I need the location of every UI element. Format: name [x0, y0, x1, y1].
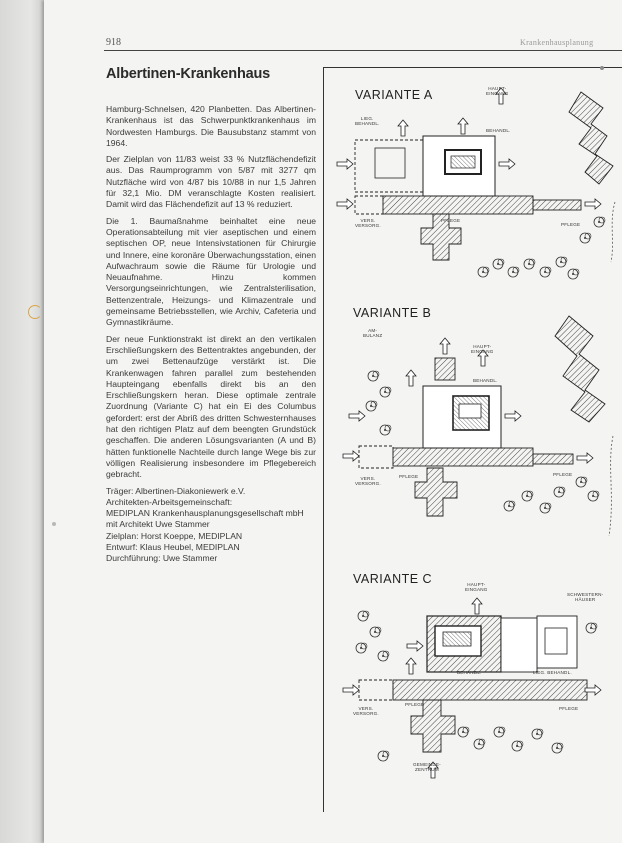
paper-spot: [52, 522, 56, 526]
credit-line: Entwurf: Klaus Heubel, MEDIPLAN: [106, 541, 240, 552]
running-head: Krankenhausplanung: [520, 38, 594, 47]
label-haupteingang: HAUPT- EINGANG: [471, 344, 494, 355]
label-haupteingang: HAUPT- EINGANG: [465, 582, 488, 593]
credit-line: Zielplan: Horst Koeppe, MEDIPLAN: [106, 530, 243, 541]
credit-line: Durchführung: Uwe Stammer: [106, 553, 218, 564]
label-pflege: PFLEGE: [405, 702, 425, 707]
binding-mark: [28, 305, 42, 319]
label-haupteingang: HAUPT- EINGANG: [486, 86, 509, 97]
paragraph: Hamburg-Schnelsen, 420 Planbetten. Das Albertinen-Krankenhaus ist das Schwerpunktkrankenhaus im Nordwesten Hamburgs. Die Bausubstanz stammt von 1964.: [106, 104, 316, 148]
paragraph: Die 1. Baumaßnahme beinhaltet eine neue Operationsabteilung mit vier aseptischen und einem septischen OP, neue Intensivstationen für Chirurgie und Innere, eine koronäre Überwachungsstation, einen Aufwachraum sowie die Räume für Urologie und Neuaufnahme. Hinzu kommen Versorgungseinrichtungen, wie Zentralsterilisation, Bettenzentrale, Heizungs- und Klimazentrale und gemeinsame Betriebsstellen, wie Archiv, Cafeteria und Gymnastikräume.: [106, 215, 316, 328]
page-number: 918: [106, 37, 121, 48]
credit-line: Träger: Albertinen-Diakoniewerk e.V.: [106, 485, 246, 496]
credit-line: MEDIPLAN Krankenhausplanungsgesellschaft mbH mit Architekt Uwe Stammer: [106, 508, 304, 530]
label-liegend: LIEG. BEHANDL.: [355, 116, 380, 127]
label-liegend: LIEG. BEHANDL.: [533, 670, 572, 675]
label-versorg: VERS. VERSORG.: [355, 218, 381, 229]
label-pflege: PFLEGE: [399, 474, 419, 479]
label-versorg: VERS. VERSORG.: [353, 706, 379, 717]
label-ambulanz: AM- BULANZ: [363, 328, 383, 339]
article-body: [106, 104, 316, 565]
plan-variante-b: [323, 296, 622, 551]
plan-variante-a: [323, 72, 622, 292]
article-title: Albertinen-Krankenhaus: [106, 66, 270, 82]
label-pflege-east: PFLEGE: [561, 222, 581, 227]
site-plan-drawing: [323, 72, 622, 292]
header-rule: [104, 50, 622, 51]
plan-title: VARIANTE A: [355, 88, 433, 102]
label-behandl: BEHANDL.: [473, 378, 498, 383]
label-pflege-east: PFLEGE: [559, 706, 579, 711]
paragraph: Der neue Funktionstrakt ist direkt an den vertikalen Erschließungskern des Bettentraktes angebunden, der um zwei Bettenaufzüge verstärkt ist. Die Krankenwagen fahren parallel zum bestehenden Haupteingang ebenfalls direkt bis an den Erschließungskern heran. Diese optimale zentrale Zuordnung (Variante C) hat ein Ei des Columbus gefordert: erst der Abriß des dritten Schwesternhauses hat den richtigen Platz auf dem beengten Grundstück geschaffen. Die anderen Lösungsvarianten (A und B) hätten funktionelle Nachteile durch lange Wege bis zur völligen Realisierung insbesondere im Pflegebereich gebracht.: [106, 333, 316, 480]
label-schwesternhaeuser: SCHWESTERN- HÄUSER: [567, 592, 604, 603]
label-versorg: VERS. VERSORG.: [355, 476, 381, 487]
paper-spot: [600, 66, 604, 70]
plan-title: VARIANTE B: [353, 306, 432, 320]
book-spine-shadow: [0, 0, 44, 843]
label-pflege: PFLEGE: [441, 218, 461, 223]
label-behandl: BEHANDL.: [486, 128, 511, 133]
credit-line: Architekten-Arbeitsgemeinschaft:: [106, 496, 233, 507]
label-pflege-east: PFLEGE: [553, 472, 573, 477]
label-behandl: BEHANDL.: [457, 670, 482, 675]
plan-title: VARIANTE C: [353, 572, 433, 586]
plan-variante-c: [323, 556, 622, 812]
paragraph: Der Zielplan von 11/83 weist 33 % Nutzflächendefizit aus. Das Raumprogramm von 5/87 mit 3277 qm Nutzfläche wird von 4/87 bis 10/88 in nur 1,5 Jahren für 32,1 Mio. DM veranschlagte Kosten realisiert. Damit wird das Flächendefizit auf 13 % reduziert.: [106, 154, 316, 210]
label-gemeindezentrum: GEMEINDE- ZENTRUM: [413, 762, 441, 773]
credits: [106, 486, 316, 565]
